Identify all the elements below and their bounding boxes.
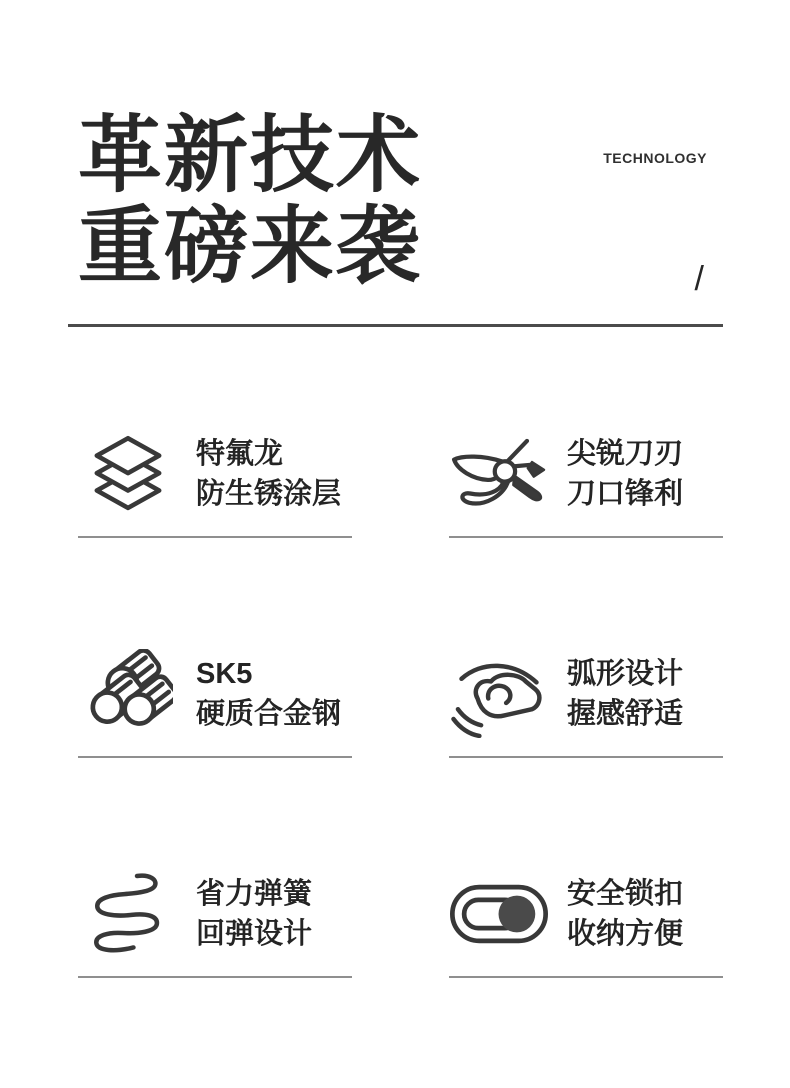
- feature-divider: [78, 976, 352, 978]
- page-title-line1: 革新技术: [78, 108, 423, 202]
- grip-hand-icon: [449, 650, 549, 738]
- feature-item-steel: [78, 631, 352, 758]
- toggle-knob: [499, 895, 536, 932]
- feature-title: 弧形设计: [567, 657, 684, 690]
- feature-item-grip: [449, 631, 723, 758]
- feature-item-blade: [449, 411, 723, 538]
- feature-subtitle: 回弹设计: [196, 917, 313, 950]
- page-title: [78, 0, 723, 292]
- feature-title: 尖锐刀刃: [567, 437, 684, 470]
- feature-title: SK5: [196, 657, 253, 690]
- feature-subtitle: 刀口锋利: [567, 477, 684, 510]
- header-divider: [68, 324, 723, 327]
- feature-title: 安全锁扣: [567, 877, 684, 910]
- technology-label: TECHNOLOGY: [603, 150, 707, 166]
- spring-icon: [90, 870, 166, 958]
- feature-item-teflon: [78, 411, 352, 538]
- feature-title: 省力弹簧: [196, 877, 313, 910]
- feature-subtitle: 握感舒适: [567, 697, 684, 730]
- feature-subtitle: 硬质合金钢: [196, 697, 342, 730]
- feature-item-spring: [78, 851, 352, 978]
- feature-divider: [78, 756, 352, 758]
- page-title-line2: 重磅来袭: [78, 199, 423, 293]
- feature-divider: [449, 536, 723, 538]
- feature-item-lock: [449, 851, 723, 978]
- feature-subtitle: 收纳方便: [567, 917, 684, 950]
- feature-subtitle: 防生锈涂层: [196, 477, 342, 510]
- features-grid: [78, 411, 723, 978]
- pruning-shears-icon: [449, 429, 549, 519]
- feature-divider: [449, 756, 723, 758]
- feature-title: 特氟龙: [196, 437, 284, 470]
- feature-divider: [449, 976, 723, 978]
- slash-decoration: /: [694, 260, 704, 298]
- toggle-switch-icon: [450, 884, 548, 944]
- feature-divider: [78, 536, 352, 538]
- steel-rods-icon: [83, 649, 173, 739]
- layers-icon: [84, 430, 172, 518]
